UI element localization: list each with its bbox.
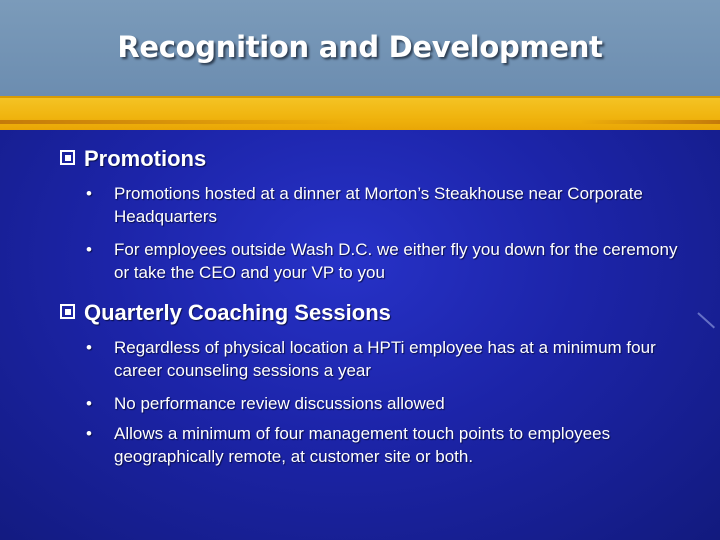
gold-band-rule-right bbox=[580, 120, 720, 124]
slide-title: Recognition and Development bbox=[117, 30, 603, 64]
gold-band-rule-left bbox=[0, 120, 360, 124]
bullet-dot-icon: • bbox=[86, 424, 92, 443]
bullet-dot-icon: • bbox=[86, 240, 92, 259]
gold-band bbox=[0, 96, 720, 130]
checkbox-bullet-icon bbox=[60, 150, 75, 165]
bullet-dot-icon: • bbox=[86, 184, 92, 203]
bullet-dot-icon: • bbox=[86, 338, 92, 357]
bullet-dot-icon: • bbox=[86, 394, 92, 413]
title-bar bbox=[0, 0, 720, 96]
checkbox-bullet-icon bbox=[60, 304, 75, 319]
slide-content: Promotions • Promotions hosted at a dinner at Morton’s Steakhouse near Corporate Headquarters • For employees outside Wash D.C. we either fly you down for the ceremony or take the CEO and your VP to you Quarterly Coaching Sessions • Regardless of physical location a HPTi employee has at a minimum four career counseling sessions a year • No performance review discussions allowed • Allows a minimum of four management touch points to employees geographically remote, at customer site or both. bbox=[0, 128, 720, 540]
